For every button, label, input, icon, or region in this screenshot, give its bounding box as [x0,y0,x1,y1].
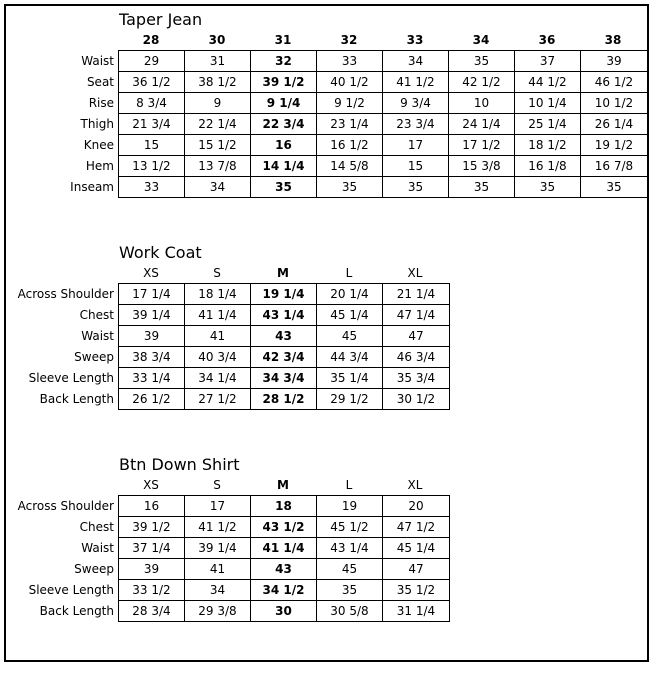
table-cell: 40 3/4 [185,347,251,368]
table-cell: 44 1/2 [515,72,581,93]
table-cell: 35 3/4 [383,368,450,389]
table-row [119,156,648,177]
table-cell: 28 3/4 [119,601,185,622]
size-header-cell: XS [143,266,159,280]
size-header-cell: 32 [340,33,358,47]
size-header-cell: XL [407,266,423,280]
size-header-cell: S [213,478,221,492]
table-row [119,559,450,580]
table-cell: 45 [317,326,383,347]
row-label: Sleeve Length [28,583,114,597]
table-cell: 43 1/4 [317,538,383,559]
size-header-cell: M [277,478,289,492]
table-cell: 30 5/8 [317,601,383,622]
table-row [119,177,648,198]
row-label: Seat [86,75,114,89]
table-cell: 9 [185,93,251,114]
table-cell: 31 [185,51,251,72]
row-label: Back Length [39,392,114,406]
table-cell: 16 [119,496,185,517]
table-cell: 19 1/2 [581,135,648,156]
table-cell: 34 [185,177,251,198]
table-cell: 30 1/2 [383,389,450,410]
table-cell: 15 [119,135,185,156]
table-cell: 35 [581,177,648,198]
table-cell: 15 [383,156,449,177]
btn-down-shirt-title: Btn Down Shirt [119,455,240,474]
table-cell: 21 3/4 [119,114,185,135]
table-cell: 41 [185,326,251,347]
table-cell: 45 1/4 [383,538,450,559]
table-row [119,326,450,347]
table-cell: 41 1/2 [185,517,251,538]
table-row [119,305,450,326]
table-cell: 10 1/2 [581,93,648,114]
table-row [119,72,648,93]
table-cell: 45 1/2 [317,517,383,538]
table-cell: 46 3/4 [383,347,450,368]
row-label: Rise [88,96,114,110]
table-cell: 36 1/2 [119,72,185,93]
table-cell: 15 1/2 [185,135,251,156]
table-cell: 14 5/8 [317,156,383,177]
work-coat-table [118,283,450,410]
taper-jean-table [118,50,648,198]
table-cell: 40 1/2 [317,72,383,93]
table-cell: 35 1/2 [383,580,450,601]
table-cell: 16 [251,135,317,156]
table-cell: 18 1/2 [515,135,581,156]
table-cell: 22 3/4 [251,114,317,135]
table-cell: 30 [251,601,317,622]
table-cell: 35 [251,177,317,198]
table-cell: 45 1/4 [317,305,383,326]
table-cell: 47 1/2 [383,517,450,538]
table-row [119,496,450,517]
table-cell: 33 [119,177,185,198]
table-cell: 34 3/4 [251,368,317,389]
table-row [119,51,648,72]
table-cell: 26 1/4 [581,114,648,135]
table-cell: 35 1/4 [317,368,383,389]
size-header-cell: M [277,266,289,280]
table-cell: 8 3/4 [119,93,185,114]
table-cell: 43 [251,326,317,347]
table-cell: 27 1/2 [185,389,251,410]
table-cell: 35 [449,177,515,198]
row-label: Thigh [80,117,114,131]
table-cell: 37 [515,51,581,72]
row-label: Knee [83,138,114,152]
size-header-cell: XS [143,478,159,492]
size-header-cell: XL [407,478,423,492]
size-header-cell: 34 [472,33,490,47]
table-cell: 47 [383,326,450,347]
table-cell: 25 1/4 [515,114,581,135]
table-cell: 34 1/4 [185,368,251,389]
row-label: Waist [81,329,114,343]
table-cell: 41 1/4 [185,305,251,326]
table-row [119,135,648,156]
table-cell: 18 1/4 [185,284,251,305]
table-cell: 39 [119,559,185,580]
table-row [119,389,450,410]
table-row [119,93,648,114]
table-cell: 10 1/4 [515,93,581,114]
table-cell: 16 7/8 [581,156,648,177]
table-cell: 9 1/2 [317,93,383,114]
table-cell: 33 1/4 [119,368,185,389]
table-row [119,114,648,135]
table-cell: 21 1/4 [383,284,450,305]
row-label: Sleeve Length [28,371,114,385]
table-cell: 39 1/4 [119,305,185,326]
table-cell: 29 [119,51,185,72]
table-cell: 32 [251,51,317,72]
table-cell: 42 1/2 [449,72,515,93]
work-coat-title: Work Coat [119,243,202,262]
table-cell: 35 [449,51,515,72]
table-cell: 34 1/2 [251,580,317,601]
size-header-cell: 28 [142,33,160,47]
table-cell: 43 1/4 [251,305,317,326]
table-cell: 39 1/4 [185,538,251,559]
table-cell: 26 1/2 [119,389,185,410]
table-row [119,368,450,389]
table-cell: 10 [449,93,515,114]
table-cell: 42 3/4 [251,347,317,368]
row-label: Inseam [70,180,114,194]
table-cell: 16 1/8 [515,156,581,177]
table-cell: 38 1/2 [185,72,251,93]
table-cell: 45 [317,559,383,580]
table-cell: 24 1/4 [449,114,515,135]
table-cell: 35 [515,177,581,198]
table-cell: 29 3/8 [185,601,251,622]
table-cell: 34 [185,580,251,601]
table-cell: 46 1/2 [581,72,648,93]
table-cell: 9 1/4 [251,93,317,114]
table-cell: 38 3/4 [119,347,185,368]
table-cell: 33 1/2 [119,580,185,601]
table-cell: 14 1/4 [251,156,317,177]
size-header-cell: 36 [538,33,556,47]
row-label: Across Shoulder [17,287,114,301]
table-cell: 39 [581,51,648,72]
table-cell: 13 1/2 [119,156,185,177]
size-header-cell: S [213,266,221,280]
table-cell: 13 7/8 [185,156,251,177]
table-cell: 9 3/4 [383,93,449,114]
table-cell: 39 [119,326,185,347]
size-header-cell: 38 [604,33,622,47]
size-header-cell: L [345,478,353,492]
table-cell: 18 [251,496,317,517]
table-row [119,538,450,559]
table-cell: 39 1/2 [119,517,185,538]
table-cell: 17 1/4 [119,284,185,305]
row-label: Sweep [74,350,114,364]
size-header-cell: 33 [406,33,424,47]
table-cell: 43 1/2 [251,517,317,538]
table-cell: 35 [317,177,383,198]
table-row [119,580,450,601]
table-cell: 33 [317,51,383,72]
table-cell: 23 3/4 [383,114,449,135]
table-cell: 34 [383,51,449,72]
row-label: Hem [85,159,114,173]
table-cell: 20 1/4 [317,284,383,305]
table-cell: 19 [317,496,383,517]
table-cell: 35 [317,580,383,601]
table-row [119,347,450,368]
table-cell: 22 1/4 [185,114,251,135]
row-label: Sweep [74,562,114,576]
size-header-cell: 30 [208,33,226,47]
table-cell: 47 [383,559,450,580]
table-row [119,601,450,622]
table-cell: 17 [185,496,251,517]
table-cell: 15 3/8 [449,156,515,177]
size-header-cell: L [345,266,353,280]
row-label: Chest [79,308,114,322]
row-label: Chest [79,520,114,534]
table-cell: 19 1/4 [251,284,317,305]
row-label: Waist [81,54,114,68]
table-row [119,284,450,305]
table-cell: 41 1/4 [251,538,317,559]
table-cell: 28 1/2 [251,389,317,410]
row-label: Waist [81,541,114,555]
table-cell: 16 1/2 [317,135,383,156]
table-cell: 29 1/2 [317,389,383,410]
row-label: Across Shoulder [17,499,114,513]
table-row [119,517,450,538]
row-label: Back Length [39,604,114,618]
table-cell: 44 3/4 [317,347,383,368]
btn-down-shirt-table [118,495,450,622]
table-cell: 37 1/4 [119,538,185,559]
table-cell: 23 1/4 [317,114,383,135]
table-cell: 41 1/2 [383,72,449,93]
table-cell: 43 [251,559,317,580]
taper-jean-title: Taper Jean [119,10,203,29]
table-cell: 39 1/2 [251,72,317,93]
table-cell: 17 [383,135,449,156]
table-cell: 47 1/4 [383,305,450,326]
table-cell: 35 [383,177,449,198]
table-cell: 20 [383,496,450,517]
table-cell: 31 1/4 [383,601,450,622]
size-header-cell: 31 [274,33,292,47]
table-cell: 17 1/2 [449,135,515,156]
table-cell: 41 [185,559,251,580]
